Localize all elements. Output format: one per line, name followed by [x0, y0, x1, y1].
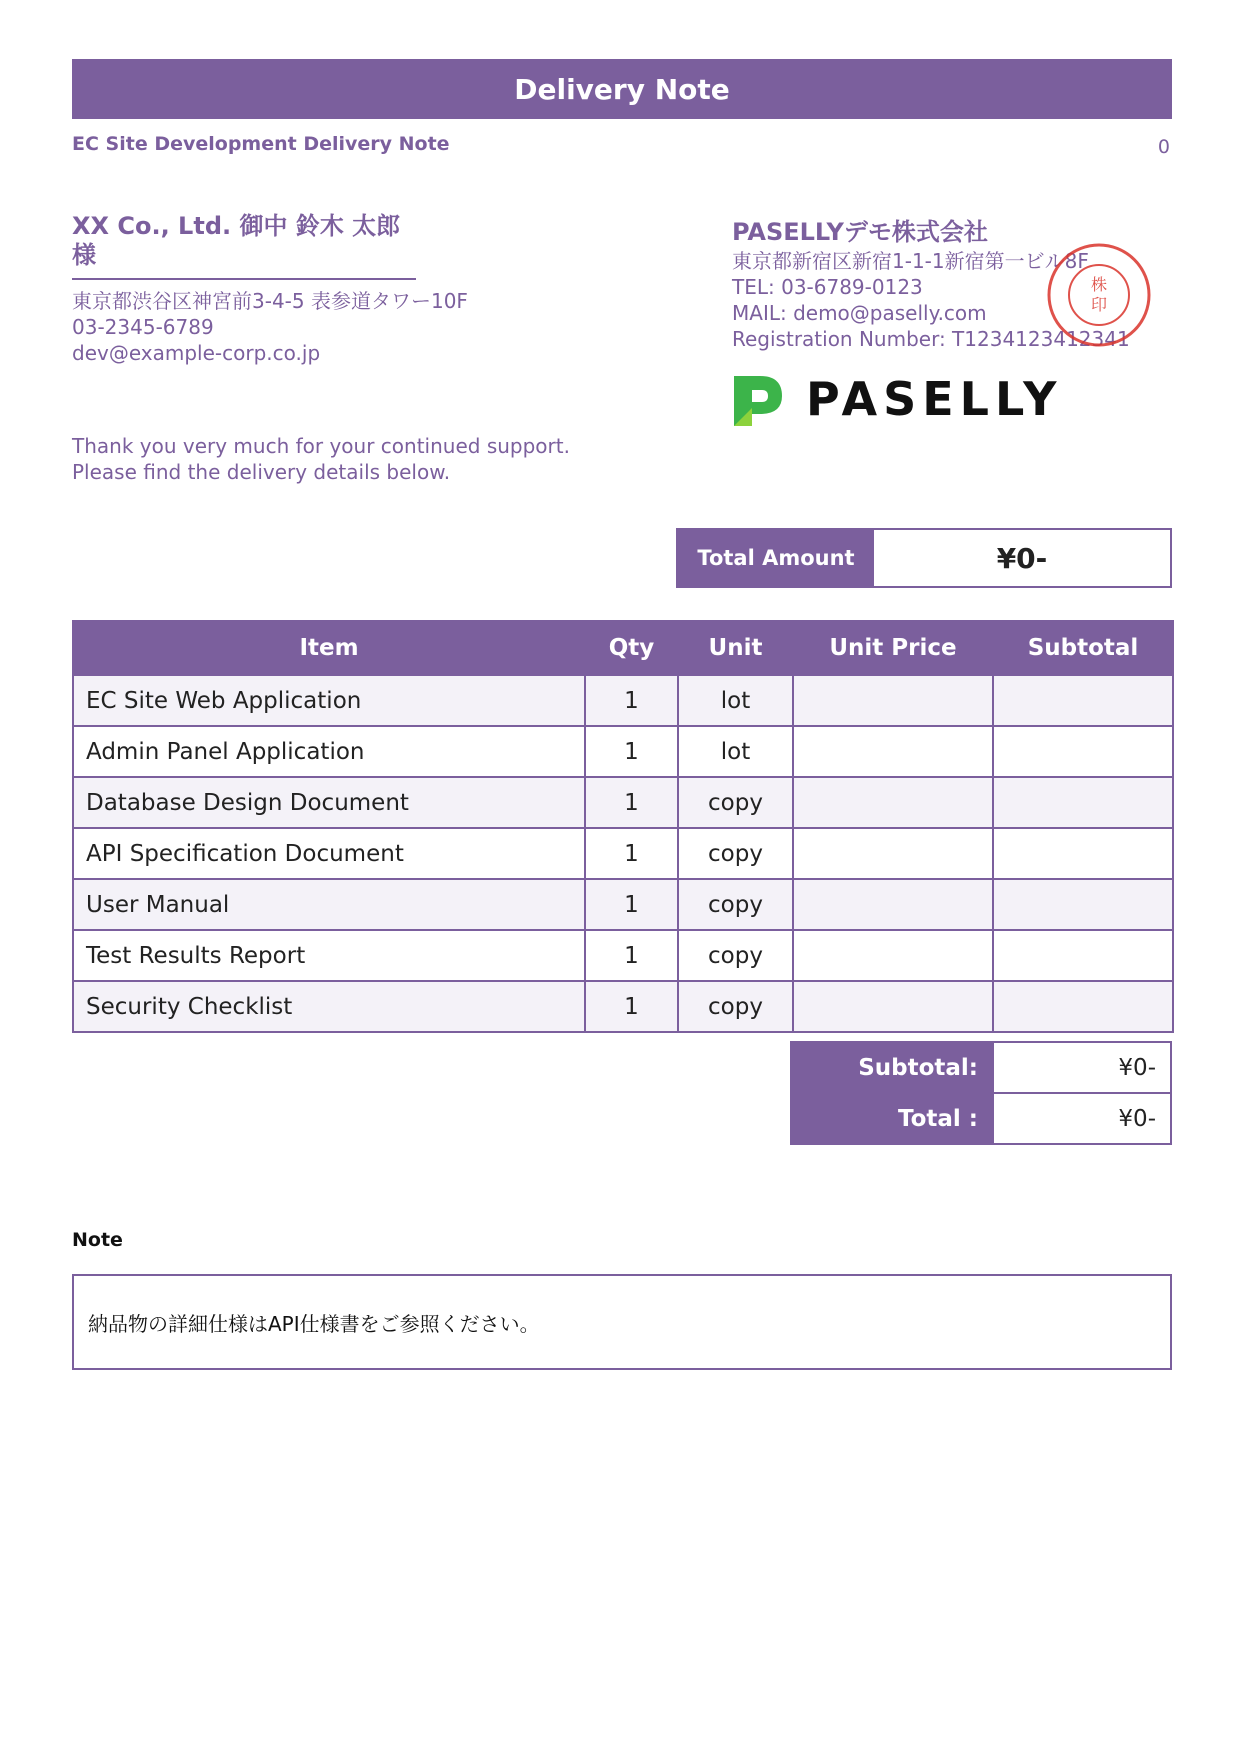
item-qty: 1	[585, 981, 678, 1032]
items-table	[72, 620, 1174, 1033]
company-seal-stamp	[1044, 240, 1154, 350]
item-qty: 1	[585, 726, 678, 777]
company-address: 東京都新宿区新宿1-1-1新宿第一ビル8F	[732, 249, 1089, 273]
svg-text:株: 株	[1090, 275, 1108, 294]
total-amount-label: Total Amount	[678, 530, 874, 586]
document-number: 0	[1157, 136, 1170, 158]
note-title: Note	[72, 1229, 123, 1251]
header-subtotal: Subtotal	[993, 621, 1173, 675]
item-qty: 1	[585, 879, 678, 930]
item-unit: copy	[678, 930, 793, 981]
item-unit: lot	[678, 675, 793, 726]
item-qty: 1	[585, 930, 678, 981]
item-unit: lot	[678, 726, 793, 777]
client-address: 東京都渋谷区神宮前3-4-5 表参道タワー10F	[72, 289, 468, 313]
item-subtotal	[993, 675, 1173, 726]
company-mail: MAIL: demo@paselly.com	[732, 301, 987, 325]
subtotal-label: Subtotal:	[791, 1042, 993, 1093]
client-details	[72, 288, 468, 366]
item-qty: 1	[585, 828, 678, 879]
table-row	[73, 828, 1173, 879]
document-subtitle: EC Site Development Delivery Note	[72, 133, 450, 155]
table-row	[73, 777, 1173, 828]
company-registration: Registration Number: T1234123412341	[732, 327, 1130, 351]
item-unit: copy	[678, 777, 793, 828]
item-qty: 1	[585, 675, 678, 726]
item-unit: copy	[678, 828, 793, 879]
item-subtotal	[993, 828, 1173, 879]
total-label: Total :	[791, 1093, 993, 1144]
table-row	[73, 726, 1173, 777]
item-name: EC Site Web Application	[73, 675, 585, 726]
greeting	[72, 433, 570, 485]
totals-table	[790, 1041, 1172, 1145]
item-qty: 1	[585, 777, 678, 828]
table-row	[73, 930, 1173, 981]
client-name: XX Co., Ltd. 御中 鈴木 太郎 様	[72, 212, 416, 280]
table-header-row	[73, 621, 1173, 675]
item-unit: copy	[678, 981, 793, 1032]
header-unit: Unit	[678, 621, 793, 675]
item-name: Database Design Document	[73, 777, 585, 828]
item-name: User Manual	[73, 879, 585, 930]
company-name: PASELLYデモ株式会社	[732, 218, 988, 246]
table-row	[73, 879, 1173, 930]
total-amount-value: ¥0-	[996, 541, 1048, 575]
svg-text:印: 印	[1090, 295, 1108, 314]
item-unit-price	[793, 828, 993, 879]
greeting-line-2: Please find the delivery details below.	[72, 460, 451, 484]
total-amount-box	[676, 528, 1172, 588]
header-qty: Qty	[585, 621, 678, 675]
item-subtotal	[993, 726, 1173, 777]
subtotal-value: ¥0-	[993, 1042, 1171, 1093]
item-unit-price	[793, 675, 993, 726]
logo-wordmark: PASELLY	[806, 372, 1063, 426]
item-name: Security Checklist	[73, 981, 585, 1032]
item-unit-price	[793, 981, 993, 1032]
company-tel: TEL: 03-6789-0123	[732, 275, 923, 299]
client-email: dev@example-corp.co.jp	[72, 341, 321, 365]
subtotal-row	[791, 1042, 1171, 1093]
total-row	[791, 1093, 1171, 1144]
item-unit-price	[793, 879, 993, 930]
note-box: 納品物の詳細仕様はAPI仕様書をご参照ください。	[72, 1274, 1172, 1370]
item-name: API Specification Document	[73, 828, 585, 879]
company-logo	[730, 368, 1070, 430]
table-row	[73, 675, 1173, 726]
item-subtotal	[993, 930, 1173, 981]
item-name: Test Results Report	[73, 930, 585, 981]
item-name: Admin Panel Application	[73, 726, 585, 777]
document-title: Delivery Note	[72, 59, 1172, 119]
header-item: Item	[73, 621, 585, 675]
greeting-line-1: Thank you very much for your continued support.	[72, 434, 570, 458]
paselly-leaf-icon	[730, 370, 788, 428]
item-unit-price	[793, 777, 993, 828]
item-subtotal	[993, 777, 1173, 828]
total-value: ¥0-	[993, 1093, 1171, 1144]
item-unit: copy	[678, 879, 793, 930]
item-unit-price	[793, 726, 993, 777]
item-subtotal	[993, 981, 1173, 1032]
item-subtotal	[993, 879, 1173, 930]
header-unit-price: Unit Price	[793, 621, 993, 675]
client-phone: 03-2345-6789	[72, 315, 214, 339]
table-row	[73, 981, 1173, 1032]
item-unit-price	[793, 930, 993, 981]
